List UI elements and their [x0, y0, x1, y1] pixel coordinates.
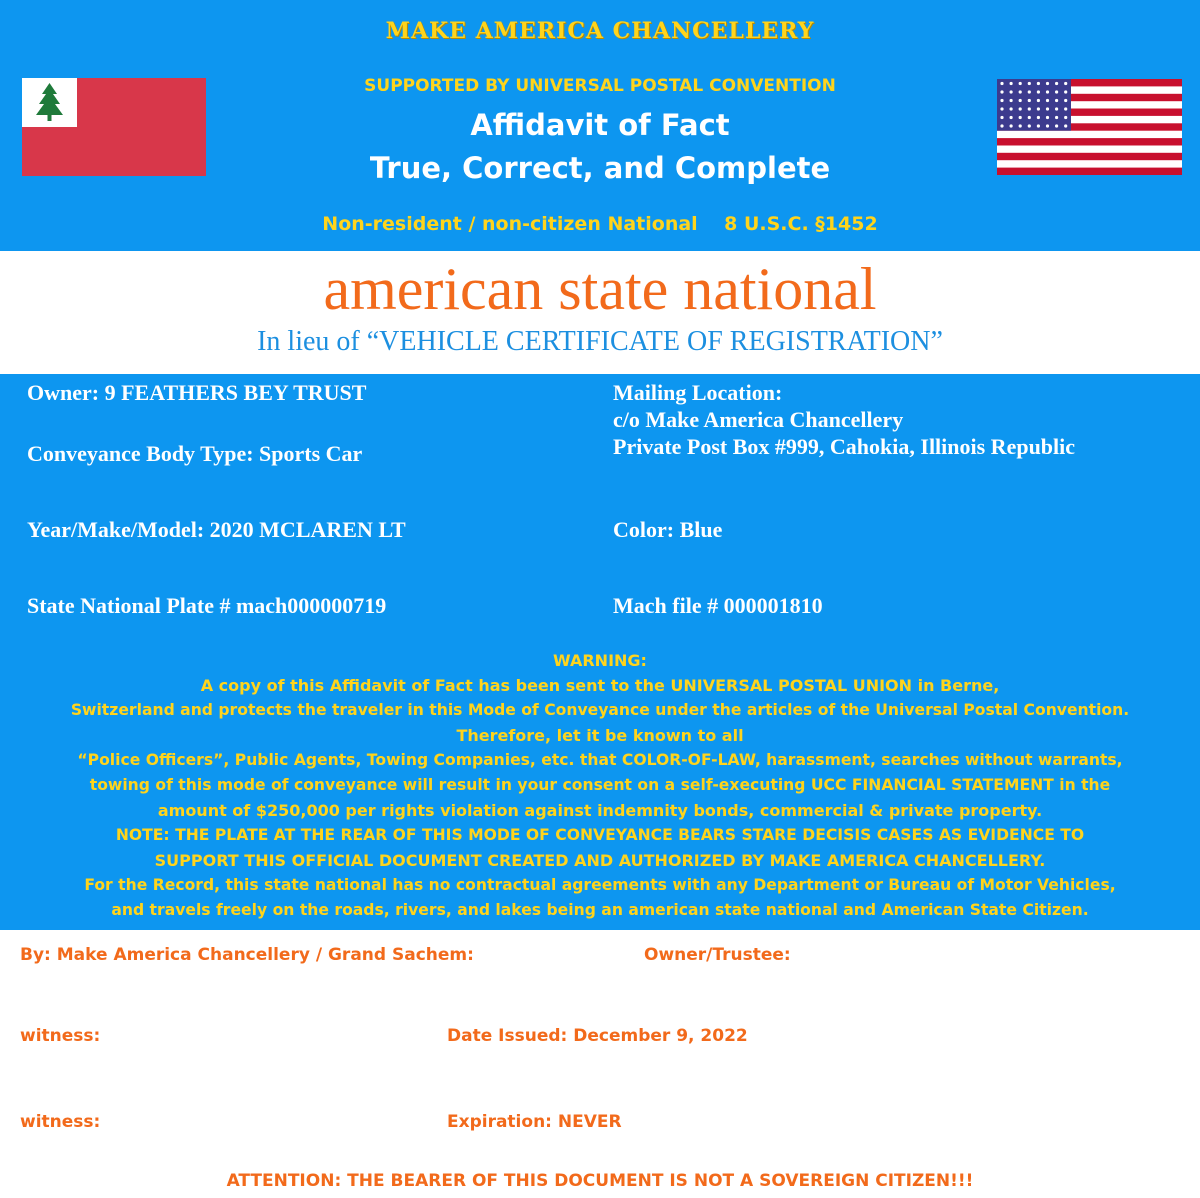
flag-star [1037, 99, 1040, 102]
flag-star [1046, 99, 1049, 102]
expiration: Expiration: NEVER [447, 1112, 622, 1132]
flag-star [1028, 99, 1031, 102]
owner-trustee-label: Owner/Trustee: [644, 945, 791, 965]
flag-star [1064, 99, 1067, 102]
warning-line: For the Record, this state national has no contractual agreements with any Department or Bureau of Motor Vehicles, [84, 876, 1116, 894]
plate-field: State National Plate # mach000000719 [27, 593, 387, 618]
warning-line: NOTE: THE PLATE AT THE REAR OF THIS MODE OF CONVEYANCE BEARS STARE DECISIS CASES AS EVIDENCE TO [115, 826, 1085, 844]
supported-by-text: SUPPORTED BY UNIVERSAL POSTAL CONVENTION [364, 76, 836, 96]
warning-block [0, 648, 1200, 923]
banner-subtitle: In lieu of “VEHICLE CERTIFICATE OF REGISTRATION” [257, 326, 943, 357]
flag-star [1010, 99, 1013, 102]
warning-line: amount of $250,000 per rights violation against indemnity bonds, commercial & private property. [157, 801, 1043, 820]
warning-line: SUPPORT THIS OFFICIAL DOCUMENT CREATED AND AUTHORIZED BY MAKE AMERICA CHANCELLERY. [154, 851, 1046, 870]
mailing-label: Mailing Location: [613, 380, 783, 405]
year-make-model-field: Year/Make/Model: 2020 MCLAREN LT [27, 517, 406, 542]
flag-star [1019, 99, 1022, 102]
warning-line: WARNING: [553, 651, 647, 670]
mailing-line-2: Private Post Box #999, Cahokia, Illinois Republic [613, 434, 1076, 459]
body-type-field: Conveyance Body Type: Sports Car [27, 441, 363, 466]
warning-line: Switzerland and protects the traveler in this Mode of Conveyance under the articles of the Universal Postal Convention. [70, 701, 1130, 719]
witness-label-2: witness: [20, 1112, 101, 1132]
warning-line: “Police Officers”, Public Agents, Towing Companies, etc. that COLOR-OF-LAW, harassment, searches without warrants, [77, 751, 1123, 769]
warning-line: A copy of this Affidavit of Fact has been sent to the UNIVERSAL POSTAL UNION in Berne, [200, 676, 1000, 695]
by-signature-label: By: Make America Chancellery / Grand Sachem: [20, 945, 474, 965]
banner-title: american state national [323, 256, 877, 322]
mailing-line-1: c/o Make America Chancellery [613, 407, 904, 432]
warning-line: and travels freely on the roads, rivers, and lakes being an american state national and American State Citizen. [111, 901, 1089, 919]
signature-band [0, 930, 1200, 1198]
date-issued: Date Issued: December 9, 2022 [447, 1026, 748, 1046]
owner-field: Owner: 9 FEATHERS BEY TRUST [27, 380, 367, 405]
affidavit-subtitle: True, Correct, and Complete [369, 151, 831, 185]
flag-star [1000, 99, 1003, 102]
color-field: Color: Blue [613, 517, 723, 542]
non-resident-text: Non-resident / non-citizen National 8 U.S.C. §1452 [322, 213, 878, 235]
witness-label-1: witness: [20, 1026, 101, 1046]
attention-notice: ATTENTION: THE BEARER OF THIS DOCUMENT IS NOT A SOVEREIGN CITIZEN!!! [226, 1171, 974, 1191]
mach-file-field: Mach file # 000001810 [613, 593, 823, 618]
warning-line: Therefore, let it be known to all [456, 726, 744, 745]
warning-line: towing of this mode of conveyance will result in your consent on a self-executing UCC FINANCIAL STATEMENT in the [89, 776, 1111, 794]
affidavit-title: Affidavit of Fact [470, 108, 730, 142]
page-title: MAKE AMERICA CHANCELLERY [385, 18, 815, 44]
flag-star [1055, 99, 1058, 102]
